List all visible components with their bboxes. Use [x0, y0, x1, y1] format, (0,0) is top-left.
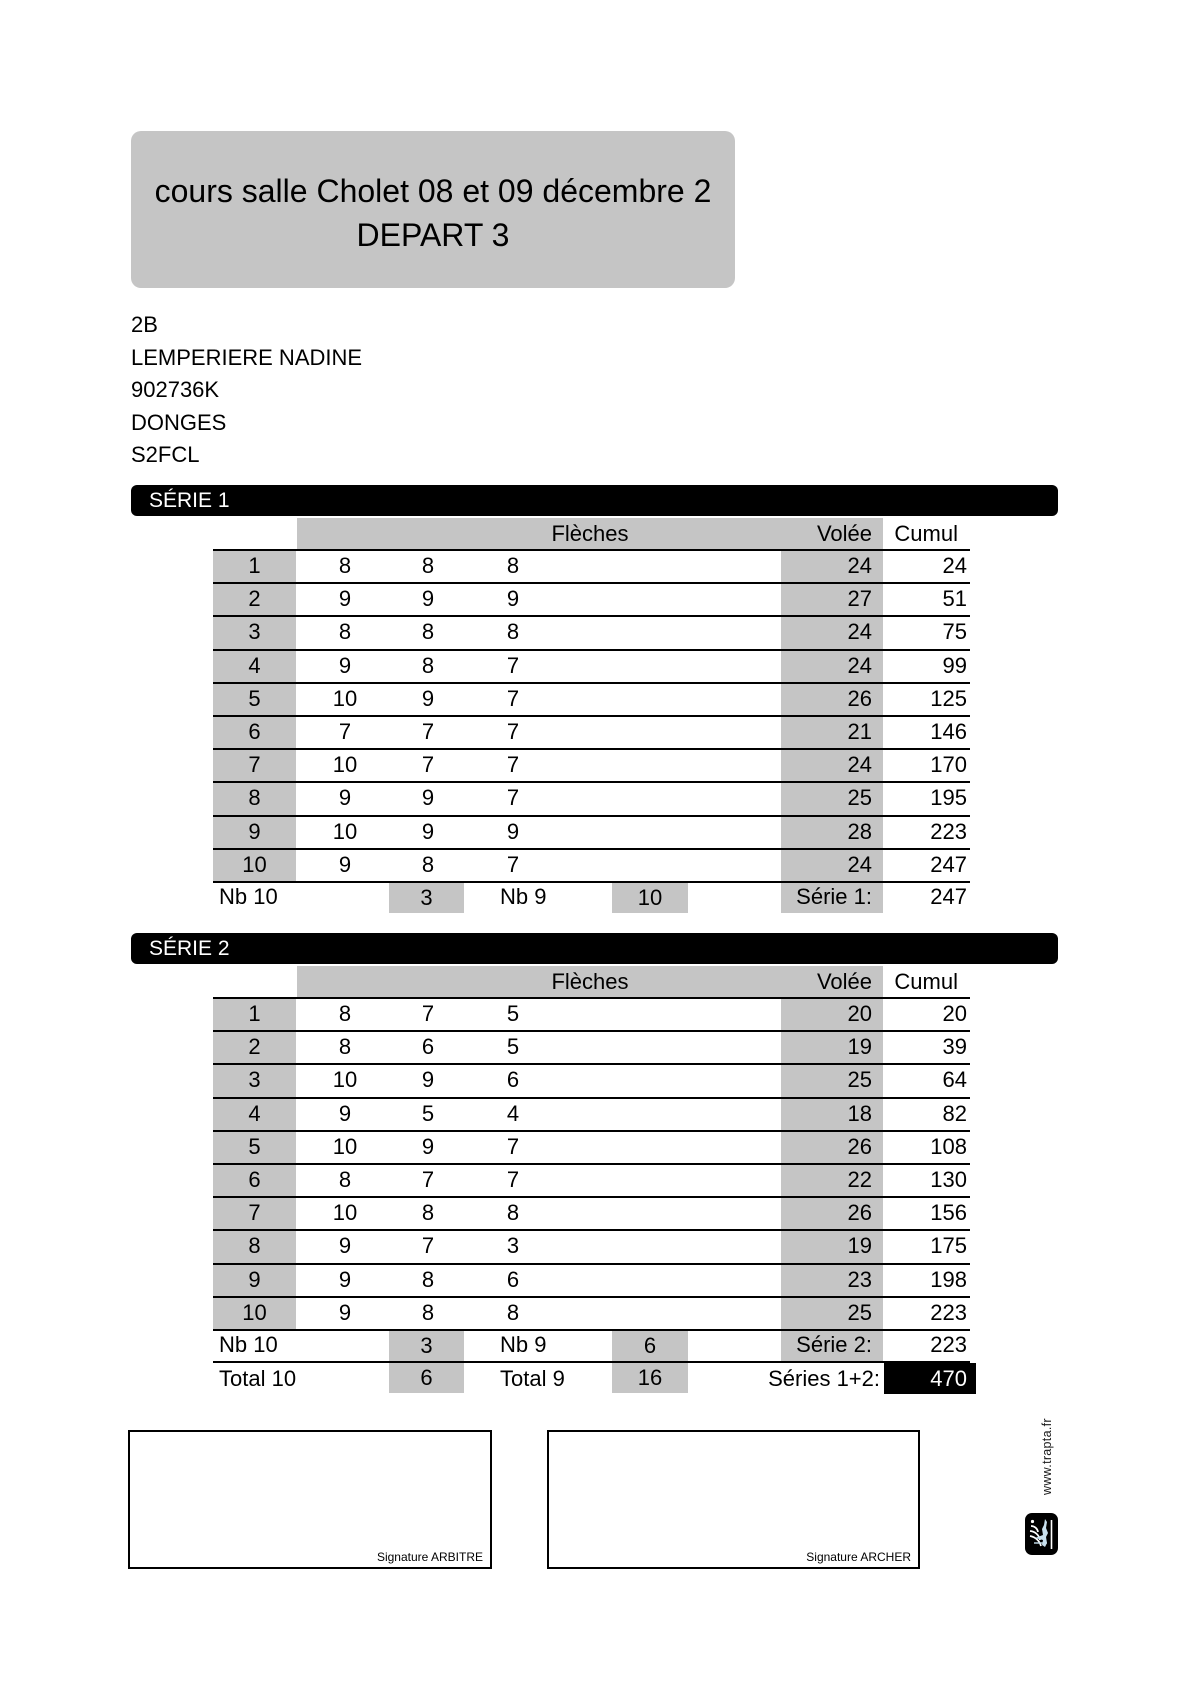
arrow-3-score: 8 — [506, 553, 520, 578]
arrow-3-score: 6 — [506, 1067, 520, 1092]
nb9-label: Nb 9 — [500, 1332, 547, 1357]
nb10-value-box: 3 — [389, 1331, 464, 1361]
arrow-1-score: 10 — [332, 819, 358, 844]
cumulative-total: 223 — [930, 1300, 967, 1325]
serie-2-section — [0, 933, 1190, 1408]
cumulative-total: 156 — [930, 1200, 967, 1225]
volley-total: 25 — [847, 785, 872, 810]
volley-total: 24 — [847, 619, 872, 644]
score-row — [0, 1063, 1190, 1096]
cumulative-total: 75 — [942, 619, 967, 644]
nb10-label: Nb 10 — [219, 884, 278, 909]
volley-total: 24 — [847, 752, 872, 777]
score-row — [0, 997, 1190, 1030]
total10-value-box: 6 — [389, 1363, 464, 1393]
row-separator-line — [213, 997, 970, 999]
volee-column-header: Volée — [816, 969, 872, 994]
row-separator-line — [213, 1163, 970, 1165]
arrow-1-score: 9 — [338, 1267, 352, 1292]
row-separator-line — [213, 549, 970, 551]
arrow-1-score: 8 — [338, 1167, 352, 1192]
score-row — [0, 1030, 1190, 1063]
archer-name: LEMPERIERE NADINE — [131, 344, 363, 370]
arrow-3-score: 8 — [506, 1300, 520, 1325]
volley-total: 28 — [847, 819, 872, 844]
target-number: 2B — [131, 312, 158, 337]
score-row — [0, 715, 1190, 748]
end-number: 5 — [248, 686, 261, 711]
archer-signature-label: Signature ARCHER — [806, 1550, 911, 1564]
cumul-column-header: Cumul — [894, 969, 958, 994]
cumulative-total: 51 — [942, 586, 967, 611]
score-row — [0, 1163, 1190, 1196]
arrow-1-score: 8 — [338, 619, 352, 644]
volley-total: 25 — [847, 1067, 872, 1092]
end-number: 10 — [242, 852, 267, 877]
serie-total-label: Série 2: — [796, 1332, 872, 1357]
arrow-3-score: 8 — [506, 1200, 520, 1225]
volley-total: 19 — [847, 1034, 872, 1059]
cumulative-total: 170 — [930, 752, 967, 777]
cumulative-total: 223 — [930, 819, 967, 844]
archer-info — [131, 309, 362, 472]
nb9-label: Nb 9 — [500, 884, 547, 909]
arrow-3-score: 7 — [506, 852, 520, 877]
row-separator-line — [213, 582, 970, 584]
arrow-2-score: 8 — [421, 1267, 435, 1292]
arrow-3-score: 3 — [506, 1233, 520, 1258]
cumulative-total: 64 — [942, 1067, 967, 1092]
grand-total-row — [0, 1363, 1190, 1394]
cumul-column-header: Cumul — [894, 521, 958, 546]
score-row — [0, 1097, 1190, 1130]
row-separator-line — [213, 1097, 970, 1099]
volley-total: 22 — [847, 1167, 872, 1192]
depart-label: DEPART 3 — [356, 217, 510, 253]
volley-total: 19 — [847, 1233, 872, 1258]
serie-2-header-bar: SÉRIE 2 — [131, 933, 1058, 964]
score-row — [0, 1263, 1190, 1296]
serie-total-value: 247 — [930, 884, 967, 909]
volley-total: 26 — [847, 1200, 872, 1225]
arrow-2-score: 8 — [421, 852, 435, 877]
nb-summary-row — [0, 1329, 1190, 1361]
serie-total-label: Série 1: — [796, 884, 872, 909]
end-number: 2 — [248, 1034, 261, 1059]
volley-total: 24 — [847, 852, 872, 877]
event-title: cours salle Cholet 08 et 09 décembre 2 — [154, 173, 712, 209]
cumulative-total: 130 — [930, 1167, 967, 1192]
arrow-3-score: 7 — [506, 653, 520, 678]
volley-total: 20 — [847, 1001, 872, 1026]
row-separator-line — [213, 682, 970, 684]
row-separator-line — [213, 1263, 970, 1265]
event-title-box — [131, 131, 735, 288]
volley-total: 23 — [847, 1267, 872, 1292]
fleches-column-header: Flèches — [551, 521, 629, 546]
trapta-logo-icon — [1025, 1513, 1058, 1555]
arrow-3-score: 7 — [506, 752, 520, 777]
arrow-2-score: 7 — [421, 1001, 435, 1026]
arrow-2-score: 8 — [421, 619, 435, 644]
arrow-1-score: 10 — [332, 1200, 358, 1225]
end-number: 3 — [248, 619, 261, 644]
score-row — [0, 1130, 1190, 1163]
cumulative-total: 20 — [942, 1001, 967, 1026]
arrow-2-score: 7 — [421, 752, 435, 777]
serie-1-section — [0, 485, 1190, 925]
volley-total: 25 — [847, 1300, 872, 1325]
score-row — [0, 615, 1190, 648]
arrow-3-score: 7 — [506, 1134, 520, 1159]
arrow-1-score: 9 — [338, 1300, 352, 1325]
row-separator-line — [213, 1063, 970, 1065]
arrow-2-score: 9 — [421, 1067, 435, 1092]
row-separator-line — [213, 1196, 970, 1198]
fleches-column-header: Flèches — [551, 969, 629, 994]
referee-signature-box — [128, 1430, 492, 1569]
arrow-2-score: 9 — [421, 785, 435, 810]
volley-total: 24 — [847, 653, 872, 678]
cumulative-total: 195 — [930, 785, 967, 810]
end-number: 5 — [248, 1134, 261, 1159]
volley-total: 27 — [847, 586, 872, 611]
arrow-2-score: 9 — [421, 686, 435, 711]
serie-1-header-bar: SÉRIE 1 — [131, 485, 1058, 516]
score-row — [0, 682, 1190, 715]
row-separator-line — [213, 649, 970, 651]
arrow-2-score: 9 — [421, 819, 435, 844]
arrow-2-score: 7 — [421, 1233, 435, 1258]
total9-label: Total 9 — [500, 1366, 565, 1391]
volley-total: 26 — [847, 686, 872, 711]
cumulative-total: 39 — [942, 1034, 967, 1059]
arrow-2-score: 8 — [421, 1200, 435, 1225]
end-number: 9 — [248, 819, 261, 844]
arrow-1-score: 9 — [338, 1233, 352, 1258]
score-row — [0, 815, 1190, 848]
nb-summary-row — [0, 881, 1190, 913]
total9-value-box: 16 — [612, 1363, 688, 1393]
row-separator-line — [213, 781, 970, 783]
license-number: 902736K — [131, 377, 220, 402]
cumulative-total: 146 — [930, 719, 967, 744]
arrow-3-score: 6 — [506, 1267, 520, 1292]
nb10-label: Nb 10 — [219, 1332, 278, 1357]
series-1-2-label: Séries 1+2: — [768, 1366, 880, 1391]
score-row — [0, 649, 1190, 682]
referee-signature-label: Signature ARBITRE — [376, 1550, 483, 1564]
arrow-1-score: 9 — [338, 1101, 352, 1126]
arrow-3-score: 9 — [506, 819, 520, 844]
arrow-3-score: 7 — [506, 785, 520, 810]
arrow-3-score: 8 — [506, 619, 520, 644]
arrow-2-score: 5 — [421, 1101, 435, 1126]
cumulative-total: 125 — [930, 686, 967, 711]
arrow-2-score: 8 — [421, 1300, 435, 1325]
volley-total: 18 — [847, 1101, 872, 1126]
cumulative-total: 82 — [942, 1101, 967, 1126]
end-number: 4 — [248, 1101, 261, 1126]
row-separator-line — [213, 748, 970, 750]
volley-total: 21 — [847, 719, 872, 744]
nb10-value-box: 3 — [389, 883, 464, 913]
nb9-value-box: 10 — [612, 883, 688, 913]
category: S2FCL — [131, 442, 200, 467]
arrow-2-score: 9 — [421, 1134, 435, 1159]
cumulative-total: 99 — [942, 653, 967, 678]
arrow-3-score: 9 — [506, 586, 520, 611]
row-separator-line — [213, 615, 970, 617]
end-number: 3 — [248, 1067, 261, 1092]
grand-total-value-box: 470 — [884, 1363, 976, 1394]
score-row — [0, 748, 1190, 781]
arrow-3-score: 7 — [506, 686, 520, 711]
score-row — [0, 1196, 1190, 1229]
arrow-3-score: 7 — [506, 1167, 520, 1192]
row-separator-line — [213, 1130, 970, 1132]
arrow-2-score: 9 — [421, 586, 435, 611]
end-number: 4 — [248, 653, 261, 678]
end-number: 2 — [248, 586, 261, 611]
volley-total: 26 — [847, 1134, 872, 1159]
score-row — [0, 1229, 1190, 1262]
arrow-2-score: 6 — [421, 1034, 435, 1059]
arrow-2-score: 8 — [421, 553, 435, 578]
score-row — [0, 781, 1190, 814]
end-number: 1 — [248, 1001, 261, 1026]
arrow-1-score: 10 — [332, 686, 358, 711]
total10-label: Total 10 — [219, 1366, 297, 1391]
arrow-2-score: 7 — [421, 1167, 435, 1192]
cumulative-total: 108 — [930, 1134, 967, 1159]
end-number: 10 — [242, 1300, 267, 1325]
cumulative-total: 24 — [942, 553, 967, 578]
arrow-2-score: 8 — [421, 653, 435, 678]
arrow-1-score: 7 — [338, 719, 352, 744]
serie-total-value: 223 — [930, 1332, 967, 1357]
row-separator-line — [213, 1296, 970, 1298]
club-name: DONGES — [131, 409, 227, 435]
row-separator-line — [213, 1030, 970, 1032]
arrow-1-score: 8 — [338, 1034, 352, 1059]
cumulative-total: 198 — [930, 1267, 967, 1292]
archer-signature-box — [547, 1430, 920, 1569]
end-number: 7 — [248, 1200, 261, 1225]
row-separator-line — [213, 815, 970, 817]
arrow-1-score: 9 — [338, 852, 352, 877]
score-row — [0, 1296, 1190, 1329]
arrow-1-score: 9 — [338, 785, 352, 810]
arrow-2-score: 7 — [421, 719, 435, 744]
arrow-1-score: 9 — [338, 586, 352, 611]
score-row — [0, 848, 1190, 881]
arrow-3-score: 4 — [506, 1101, 520, 1126]
end-number: 7 — [248, 752, 261, 777]
end-number: 1 — [248, 553, 261, 578]
arrow-1-score: 8 — [338, 1001, 352, 1026]
arrow-1-score: 10 — [332, 752, 358, 777]
volley-total: 24 — [847, 553, 872, 578]
row-separator-line — [213, 715, 970, 717]
score-row — [0, 549, 1190, 582]
arrow-1-score: 10 — [332, 1134, 358, 1159]
trapta-website-text: www.trapta.fr — [1040, 1418, 1054, 1495]
nb9-value-box: 6 — [612, 1331, 688, 1361]
arrow-1-score: 9 — [338, 653, 352, 678]
end-number: 9 — [248, 1267, 261, 1292]
cumulative-total: 247 — [930, 852, 967, 877]
arrow-3-score: 5 — [506, 1001, 520, 1026]
end-number: 8 — [248, 1233, 261, 1258]
row-separator-line — [213, 848, 970, 850]
volee-column-header: Volée — [816, 521, 872, 546]
end-number: 8 — [248, 785, 261, 810]
cumulative-total: 175 — [930, 1233, 967, 1258]
end-number: 6 — [248, 1167, 261, 1192]
row-separator-line — [213, 1229, 970, 1231]
arrow-1-score: 8 — [338, 553, 352, 578]
arrow-3-score: 5 — [506, 1034, 520, 1059]
arrow-3-score: 7 — [506, 719, 520, 744]
end-number: 6 — [248, 719, 261, 744]
arrow-1-score: 10 — [332, 1067, 358, 1092]
score-row — [0, 582, 1190, 615]
